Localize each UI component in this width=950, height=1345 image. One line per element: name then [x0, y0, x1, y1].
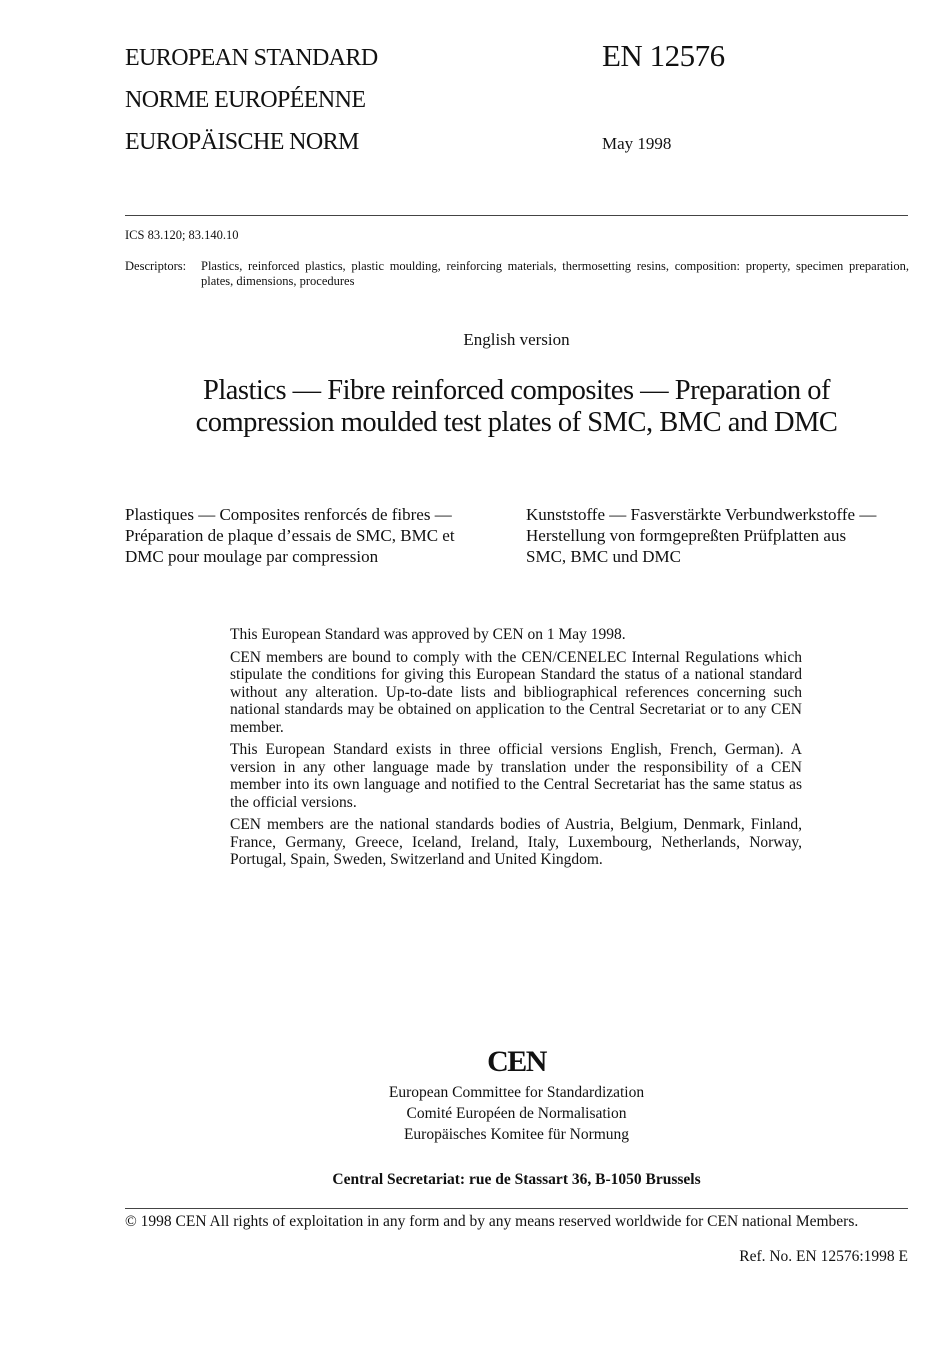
- footer-divider: [125, 1208, 908, 1209]
- approval-paragraph-versions: This European Standard exists in three official versions English, French, German). A version in any other language made by translation under the responsibility of a CEN member into its own language and notified to the Central Secretariat has the same status as the official versions.: [230, 741, 802, 811]
- approval-paragraph-date: This European Standard was approved by CEN on 1 May 1998.: [230, 626, 626, 643]
- cen-name-german: Europäisches Komitee für Normung: [403, 1126, 630, 1143]
- ics-code: ICS 83.120; 83.140.10: [125, 228, 239, 242]
- cen-name-french: Comité Européen de Normalisation: [406, 1105, 627, 1122]
- version-label: English version: [463, 330, 570, 349]
- german-title-line-2: Herstellung von formgepreßten Prüfplatten aus: [526, 526, 847, 545]
- french-title-line-1: Plastiques — Composites renforcés de fibres —: [125, 505, 452, 524]
- secretariat-address: Central Secretariat: rue de Stassart 36, B-1050 Brussels: [332, 1171, 701, 1188]
- german-title-line-3: SMC, BMC und DMC: [526, 547, 681, 566]
- reference-number: Ref. No. EN 12576:1998 E: [739, 1248, 908, 1265]
- french-title: [125, 504, 455, 567]
- german-title: [526, 504, 876, 567]
- publication-date: May 1998: [602, 134, 672, 153]
- approval-paragraph-obligations: CEN members are bound to comply with the CEN/CENELEC Internal Regulations which stipulate the conditions for giving this European Standard the status of a national standard without any alteration. Up-to-date lists and bibliographical references concerning such national standards may be obtained on application to the Central Secretariat or to any CEN member.: [230, 648, 802, 736]
- german-title-line-1: Kunststoffe — Fasverstärkte Verbundwerkstoffe —: [526, 505, 877, 524]
- document-title: [125, 375, 908, 439]
- approval-statement: [230, 626, 802, 874]
- standard-label-german: EUROPÄISCHE NORM: [125, 129, 359, 155]
- french-title-line-2: Préparation de plaque d’essais de SMC, BMC et: [125, 526, 455, 545]
- standard-number: EN 12576: [602, 38, 725, 73]
- standard-label-english: EUROPEAN STANDARD: [125, 45, 378, 71]
- standard-label-french: NORME EUROPÉENNE: [125, 87, 366, 113]
- descriptors-label: Descriptors:: [125, 259, 187, 273]
- french-title-line-3: DMC pour moulage par compression: [125, 547, 379, 566]
- header-divider: [125, 215, 908, 216]
- descriptors-text: Plastics, reinforced plastics, plastic moulding, reinforcing materials, thermosetting resins, composition: property, specimen preparation, plates, dimensions, procedures: [201, 259, 909, 288]
- document-title-line-2: compression moulded test plates of SMC, BMC and DMC: [195, 407, 838, 438]
- document-title-line-1: Plastics — Fibre reinforced composites — Preparation of: [202, 375, 831, 406]
- descriptors-block: [125, 259, 909, 289]
- approval-paragraph-members: CEN members are the national standards bodies of Austria, Belgium, Denmark, Finland, France, Germany, Greece, Iceland, Ireland, Italy, Luxembourg, Netherlands, Norway, Portugal, Spain, Sweden, Switzerland and United Kingdom.: [230, 816, 802, 868]
- copyright-notice: © 1998 CEN All rights of exploitation in any form and by any means reserved worldwide for CEN national Members.: [125, 1213, 859, 1230]
- cen-name-english: European Committee for Standardization: [388, 1084, 645, 1101]
- cen-logo: CEN: [487, 1045, 546, 1078]
